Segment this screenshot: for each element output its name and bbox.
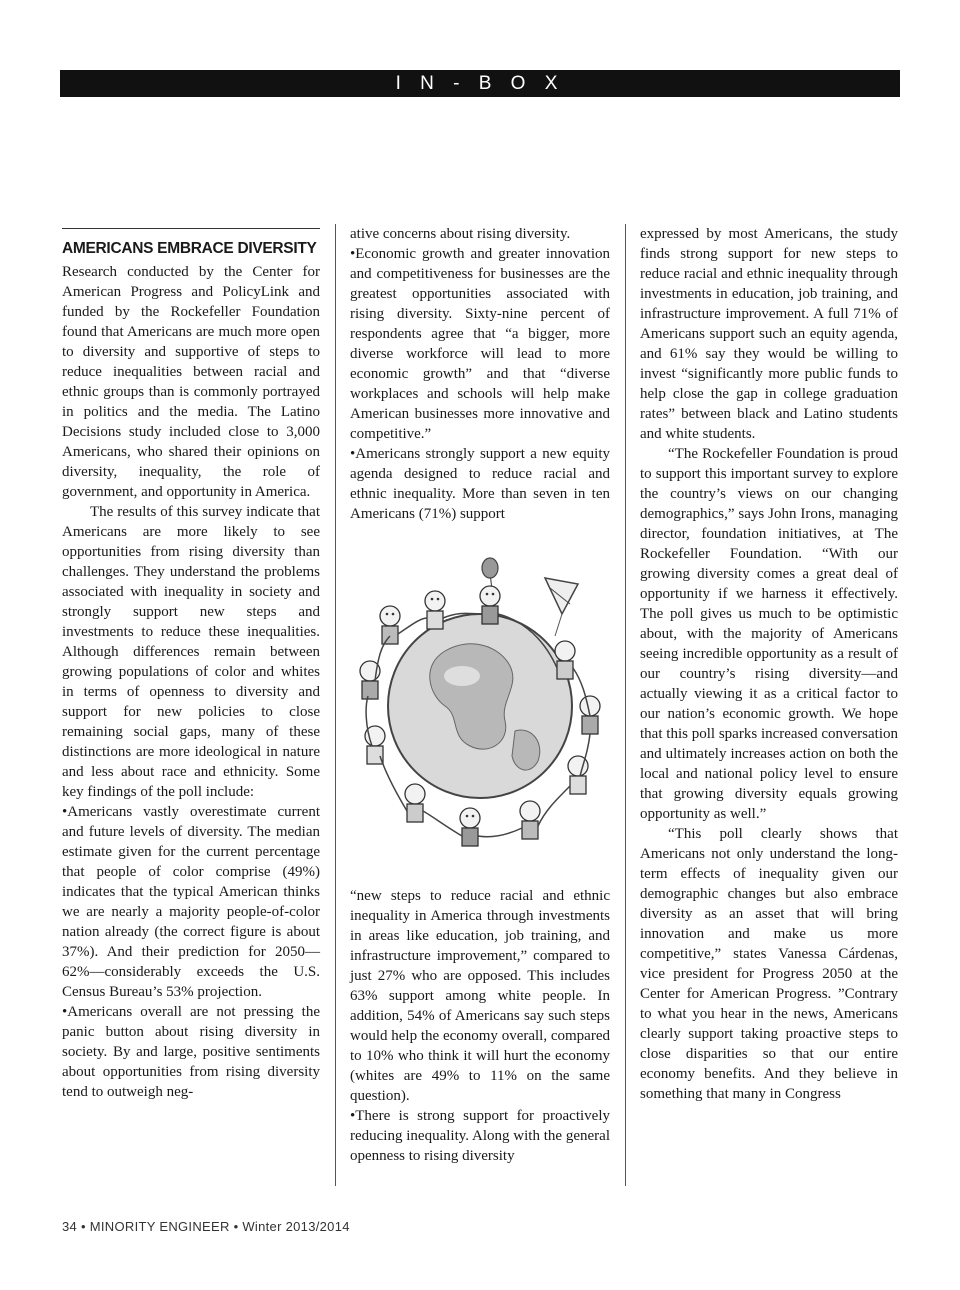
article-column-2 bbox=[350, 224, 610, 1166]
column-divider bbox=[335, 224, 336, 1186]
bullet-paragraph: •Americans strongly support a new equity agenda designed to reduce racial and ethnic inequality. More than seven in ten Americans (71%) support bbox=[350, 446, 610, 522]
page-footer: 34 • MINORITY ENGINEER • Winter 2013/2014 bbox=[62, 1219, 350, 1234]
bullet-paragraph: •Economic growth and greater innovation and competitiveness for businesses are the greatest opportunities associated with rising diversity. Sixty-nine percent of respondents agree that “a bigger, more diverse workforce will lead to more economic growth” and that “diverse workplaces and schools will help make American businesses more innovative and competitive.” bbox=[350, 246, 610, 442]
paragraph: “new steps to reduce racial and ethnic inequality in America through investments in areas like education, job training, and infrastructure improvement,” compared to just 27% who are opposed. This includes 63% support among white people. In addition, 54% of Americans say such steps would help the economy overall, compared to 10% who think it will hurt the economy (whites are 49% to 11% on the same question). bbox=[350, 888, 610, 1104]
paragraph: expressed by most Americans, the study finds strong support for new steps to reduce racial and ethnic inequality through investments in education, job training, and infrastructure improvement. A full 71% of Americans support such an equity agenda, and 61% say they would be willing to invest “significantly more public funds to help close the gap in college graduation rates” between black and Latino students and white students. bbox=[640, 226, 898, 442]
section-banner: I N - B O X bbox=[60, 70, 900, 97]
paragraph: “This poll clearly shows that Americans not only understand the long-term effects of inequality given our demographic changes but also embrace diversity as an asset that will bring innovation and make us more competitive,” states Vanessa Cárdenas, vice president for Progress 2050 at the Center for American Progress. ”Contrary to what you hear in the news, Americans clearly support taking proactive steps to close disparities so that our entire economy benefits. And they believe in something that many in Congress bbox=[640, 826, 898, 1102]
globe-children-icon bbox=[350, 556, 610, 856]
paragraph: Research conducted by the Center for American Progress and PolicyLink and funded by the Rockefeller Foundation found that Americans are much more open to diversity and supportive of steps to reduce inequalities between racial and ethnic groups than is commonly portrayed in politics and the media. The Latino Decisions study included close to 3,000 Americans, who shared their opinions on diversity, inequality, the role of government, and opportunity in America. bbox=[62, 264, 320, 500]
bullet-paragraph: •Americans overall are not pressing the panic button about rising diversity in society. By and large, positive sentiments about opportunities from rising diversity tend to outweigh neg- bbox=[62, 1004, 320, 1100]
paragraph: “The Rockefeller Foundation is proud to support this important survey to explore the country’s views on our changing demographics,” says John Irons, managing director, foundation initiatives, at The Rockefeller Foundation. “With our growing diversity comes a great deal of opportunity if we harness it effectively. The poll gives us much to be optimistic about, with the majority of Americans seeing incredible opportunity as a result of our country’s rising diversity—and actually viewing it as a critical factor to our nation’s economic growth. We hope that this poll sparks increased conversation and ultimately increases action on both the local and national policy level to ensure that growing diversity equals growing opportunity as well.” bbox=[640, 446, 898, 822]
bullet-paragraph: •Americans vastly overestimate current and future levels of diversity. The median estimate given for the current percentage that people of color comprise (49%) indicates that the typical American thinks we are nearly a majority people-of-color nation already (the correct figure is about 37%). And their prediction for 2050—62%—considerably exceeds the U.S. Census Bureau’s 53% projection. bbox=[62, 804, 320, 1000]
article-column-1 bbox=[62, 224, 320, 1102]
paragraph: The results of this survey indicate that Americans are more likely to see opportunities from rising diversity than challenges. They understand the problems associated with inequality in society and strongly support new steps and investments to reduce these inequalities. Although differences remain between growing populations of color and whites in terms of openness to diversity and support for new policies to close remaining social gaps, many of these distinctions are more ideological in nature and less about race and ethnicity. Some key findings of the poll include: bbox=[62, 504, 320, 800]
paragraph: ative concerns about rising diversity. bbox=[350, 226, 571, 242]
globe-children-illustration bbox=[350, 556, 610, 856]
column-divider bbox=[625, 224, 626, 1186]
bullet-paragraph: •There is strong support for proactively reducing inequality. Along with the general openness to rising diversity bbox=[350, 1108, 610, 1164]
heading-rule bbox=[62, 228, 320, 259]
article-heading: AMERICANS EMBRACE DIVERSITY bbox=[62, 240, 317, 257]
article-column-3 bbox=[640, 224, 898, 1104]
